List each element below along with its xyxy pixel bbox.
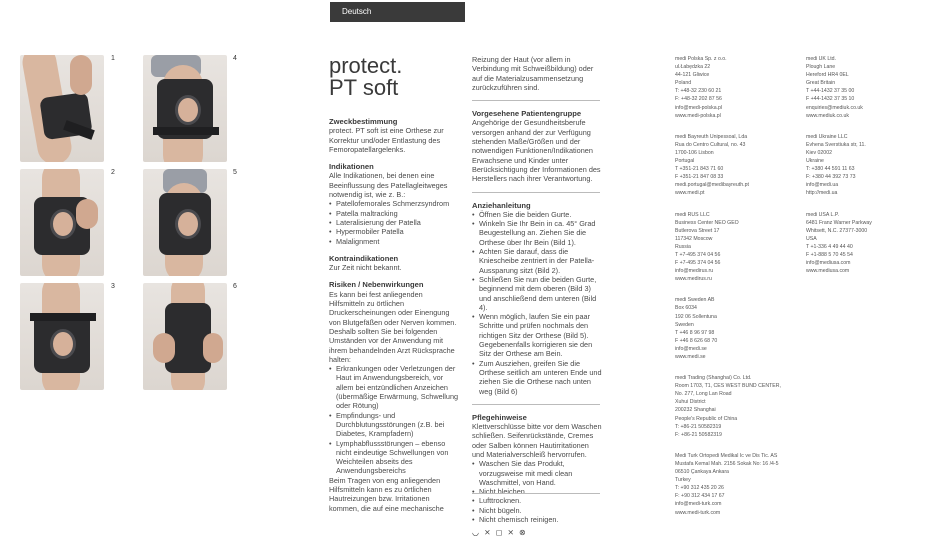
list-item: • Erkrankungen oder Verletzungen der Haut im Anwendungsbereich, vor allem bei entzündlichen Anzeichen (übermäßige Erwärmung, Schwellung oder Rötung) bbox=[329, 364, 459, 410]
address-line: Turkey bbox=[675, 477, 691, 484]
address-line: 200232 Shanghai bbox=[675, 407, 716, 414]
address-line: Poland bbox=[675, 80, 692, 87]
figure-number-1: 1 bbox=[111, 55, 115, 62]
risks-list bbox=[329, 364, 459, 476]
indications-heading: Indikationen bbox=[329, 162, 374, 172]
address-block bbox=[675, 211, 795, 284]
language-tab: Deutsch bbox=[330, 2, 465, 22]
list-item: • Malalignment bbox=[329, 237, 459, 246]
addresses-right bbox=[806, 55, 926, 288]
divider bbox=[472, 192, 600, 193]
address-line: medi Trading (Shanghai) Co. Ltd. bbox=[675, 375, 752, 382]
care-list bbox=[472, 459, 602, 524]
address-line: medi RUS LLC bbox=[675, 211, 710, 218]
figure-number-3: 3 bbox=[111, 283, 115, 290]
no-dry-clean-icon: ⊗ bbox=[519, 528, 526, 538]
address-line: 192 06 Sollentuna bbox=[675, 313, 717, 320]
list-item: • Patella maltracking bbox=[329, 209, 459, 218]
address-line: F +7-495 374 04 56 bbox=[675, 260, 721, 267]
address-line: medi Ukraine LLC bbox=[806, 133, 848, 140]
address-block bbox=[675, 452, 795, 517]
contraindications-heading: Kontraindikationen bbox=[329, 253, 399, 263]
care-heading: Pflegehinweise bbox=[472, 412, 527, 422]
address-line: T: +90 312 435 20 26 bbox=[675, 485, 724, 492]
no-iron-icon: ⨯ bbox=[507, 528, 515, 538]
list-item: • Lufttrocknen. bbox=[472, 496, 602, 505]
risks-text: Es kann bei fest anliegenden Hilfsmitteln zu örtlichen Druckerscheinungen oder Einengung von Blutgefäßen oder Nerven kommen. Deshalb sollten Sie bei folgenden Umständen vor der Anwendung mit ihrem behandelnden Arzt Rücksprache halten: bbox=[329, 289, 457, 364]
address-line: http://medi.ua bbox=[806, 190, 838, 197]
address-line: Rua do Centro Cultural, no. 43 bbox=[675, 141, 746, 148]
address-line: F: +86-21 50582319 bbox=[675, 431, 722, 438]
address-line: 6481 Franz Warner Parkway bbox=[806, 219, 872, 226]
product-title: protect. PT soft bbox=[329, 53, 403, 100]
address-line: USA bbox=[806, 235, 817, 242]
address-block bbox=[675, 55, 795, 120]
list-item: • Nicht chemisch reinigen. bbox=[472, 515, 602, 524]
address-line: 1700-106 Lisbon bbox=[675, 149, 714, 156]
address-line: Russia bbox=[675, 243, 691, 250]
address-line: Evhena Sverstiuka str, 11. bbox=[806, 141, 866, 148]
figure-5-photo bbox=[143, 169, 227, 276]
list-item: • Nicht bleichen. bbox=[472, 487, 602, 496]
figure-number-4: 4 bbox=[233, 55, 237, 62]
address-line: F +351-21 847 08 33 bbox=[675, 174, 724, 181]
address-line: Sweden bbox=[675, 321, 694, 328]
divider bbox=[472, 493, 600, 494]
address-line: Box 6034 bbox=[675, 305, 697, 312]
risks-text-2: Beim Tragen von eng anliegenden Hilfsmitteln kann es zu örtlichen Hautreizungen bzw. Irritationen kommen, die auf eine mechanische bbox=[329, 475, 444, 513]
address-line: www.medi-polska.pl bbox=[675, 112, 721, 119]
no-bleach-icon: ⨯ bbox=[483, 528, 491, 538]
address-line: medi.portugal@medibayreuth.pt bbox=[675, 182, 749, 189]
address-line: T +7-495 374 04 56 bbox=[675, 251, 721, 258]
address-line: info@medi.se bbox=[675, 345, 707, 352]
list-item: • Nicht bügeln. bbox=[472, 506, 602, 515]
address-line: ul.Łabędzka 22 bbox=[675, 64, 711, 71]
address-line: medi Polska Sp. z o.o. bbox=[675, 56, 727, 62]
address-line: T +1-336 4 49 44 40 bbox=[806, 243, 853, 250]
figure-1-photo bbox=[20, 55, 104, 162]
address-line: Medi Turk Ortopedi Medikal Ic ve Dis Tic. AS bbox=[675, 452, 778, 459]
address-line: Hereford HR4 0EL bbox=[806, 72, 849, 79]
instructions-heading: Anziehanleitung bbox=[472, 200, 531, 210]
address-line: www.medi-turk.com bbox=[675, 509, 721, 516]
figure-number-5: 5 bbox=[233, 169, 237, 176]
figure-number-2: 2 bbox=[111, 169, 115, 176]
address-line: Plough Lane bbox=[806, 64, 836, 71]
address-line: Butlerova Street 17 bbox=[675, 227, 720, 234]
figure-4-photo bbox=[143, 55, 227, 162]
care-symbols bbox=[472, 528, 602, 537]
address-line: enquiries@mediuk.co.uk bbox=[806, 104, 863, 111]
risks-heading: Risiken / Nebenwirkungen bbox=[329, 280, 424, 290]
address-line: 44-121 Gliwice bbox=[675, 72, 710, 79]
address-line: Whitsett, N.C. 27377-3000 bbox=[806, 227, 868, 234]
list-item: • Wenn möglich, laufen Sie ein paar Schritte und prüfen nochmals den richtigen Sitz der Orthese (Bild 5). Gegebenenfalls korrigieren sie den Sitz der Orthese am Bein. bbox=[472, 312, 602, 358]
address-line: info@mediusa.com bbox=[806, 260, 851, 267]
address-line: medi Sweden AB bbox=[675, 297, 715, 304]
address-line: Great Britain bbox=[806, 80, 836, 87]
list-item: • Patellofemorales Schmerzsyndrom bbox=[329, 199, 459, 208]
column-2 bbox=[472, 55, 602, 538]
address-block bbox=[806, 133, 926, 198]
address-line: www.mediusa.com bbox=[806, 268, 850, 275]
address-line: info@medirus.ru bbox=[675, 268, 714, 275]
address-line: T: +380 44 591 11 63 bbox=[806, 166, 855, 173]
column-1 bbox=[329, 55, 459, 521]
instructions-list bbox=[472, 210, 602, 396]
air-dry-icon: ◻ bbox=[495, 528, 503, 538]
list-item: • Empfindungs- und Durchblutungsstörungen (z.B. bei Diabetes, Krampfadern) bbox=[329, 411, 459, 439]
care-text: Klettverschlüsse bitte vor dem Waschen schließen. Seifenrückstände, Cremes oder Salben können Hautirritationen und Materialverschleiß hervorrufen. bbox=[472, 422, 602, 459]
indications-text: Alle Indikationen, bei denen eine Beeinflussung des Patellagleitweges notwendig ist, wie z. B.: bbox=[329, 171, 448, 200]
divider bbox=[472, 404, 600, 405]
risks-continued-text: Reizung der Haut (vor allem in Verbindung mit Schweißbildung) oder auf die Materialzusammensetzung zurückzuführen sind. bbox=[472, 55, 594, 92]
handwash-icon: ◡ bbox=[472, 528, 479, 538]
address-line: medi USA L.P. bbox=[806, 211, 840, 218]
address-line: info@medi-polska.pl bbox=[675, 104, 723, 111]
address-line: Room 1703, T1, CES WEST BUND CENTER, bbox=[675, 383, 781, 390]
address-block bbox=[675, 133, 795, 198]
address-block bbox=[675, 374, 795, 439]
address-line: F +44-1432 37 35 10 bbox=[806, 96, 855, 103]
addresses-left bbox=[675, 55, 795, 530]
address-line: info@medi.ua bbox=[806, 182, 839, 189]
address-line: Business Center NEO GEO bbox=[675, 219, 739, 226]
address-line: T +351-21 843 71 60 bbox=[675, 166, 724, 173]
address-line: medi UK Ltd. bbox=[806, 56, 836, 62]
address-line: 117342 Moscow bbox=[675, 235, 713, 242]
list-item: • Hypermobiler Patella bbox=[329, 227, 459, 236]
address-line: 06510 Çankaya Ankara bbox=[675, 469, 729, 476]
purpose-text: protect. PT soft ist eine Orthese zur Korrektur und/oder Entlastung des Femoropatellargelenks. bbox=[329, 126, 444, 154]
address-block bbox=[675, 296, 795, 361]
address-line: Xuhui District bbox=[675, 399, 706, 406]
figure-3-photo bbox=[20, 283, 104, 390]
address-block bbox=[806, 55, 926, 120]
figure-2-photo bbox=[20, 169, 104, 276]
address-line: medi Bayreuth Unipessoal, Lda bbox=[675, 133, 748, 140]
figure-6-photo bbox=[143, 283, 227, 390]
address-line: Ukraine bbox=[806, 158, 824, 165]
address-block bbox=[806, 211, 926, 276]
address-line: Kiev 02002 bbox=[806, 149, 832, 156]
address-line: People's Republic of China bbox=[675, 415, 738, 422]
list-item: • Zum Ausziehen, greifen Sie die Orthese seitlich am unteren Ende und ziehen Sie die Orthese nach unten weg (Bild 6) bbox=[472, 359, 602, 396]
list-item: • Waschen Sie das Produkt, vorzugsweise mit medi clean Waschmittel, von Hand. bbox=[472, 459, 602, 487]
patient-group-heading: Vorgesehene Patientengruppe bbox=[472, 109, 582, 119]
list-item: • Lateralisierung der Patella bbox=[329, 218, 459, 227]
address-line: F: +90 312 434 17 67 bbox=[675, 493, 725, 500]
list-item: • Winkeln Sie Ihr Bein in ca. 45° Grad Beugestellung an. Ziehen Sie die Orthese über Ihr Bein (Bild 1). bbox=[472, 219, 602, 247]
address-line: www.medirus.ru bbox=[675, 276, 712, 283]
list-item: • Schließen Sie nun die beiden Gurte, beginnend mit dem oberen (Bild 3) und anschließend dem unteren (Bild 4). bbox=[472, 275, 602, 312]
address-line: Mustafa Kemal Mah. 2156 Sokak No: 16 /4-5 bbox=[675, 460, 779, 467]
list-item: • Lymphabflussstörungen – ebenso nicht eindeutige Schwellungen von Weichteilen abseits des Anwendungsbereichs bbox=[329, 439, 459, 476]
address-line: info@medi-turk.com bbox=[675, 501, 722, 508]
contraindications-text: Zur Zeit nicht bekannt. bbox=[329, 263, 402, 273]
address-line: Portugal bbox=[675, 158, 695, 165]
address-line: F +1-888 5 70 45 54 bbox=[806, 251, 853, 258]
figure-number-6: 6 bbox=[233, 283, 237, 290]
address-line: F: +48-32 202 87 56 bbox=[675, 96, 722, 103]
address-line: www.medi.se bbox=[675, 354, 706, 360]
address-line: F +46 8 626 68 70 bbox=[675, 337, 718, 344]
purpose-heading: Zweckbestimmung bbox=[329, 117, 398, 126]
address-line: www.medi.pt bbox=[675, 190, 705, 197]
address-line: No. 277, Long Lan Road bbox=[675, 391, 732, 398]
address-line: T: +48-32 230 60 21 bbox=[675, 88, 722, 95]
list-item: • Achten Sie darauf, dass die Kniescheibe zentriert in der Patella-Aussparung sitzt (Bild 2). bbox=[472, 247, 602, 275]
address-line: T +44-1432 37 35 00 bbox=[806, 88, 855, 95]
address-line: www.mediuk.co.uk bbox=[806, 112, 849, 119]
address-line: F: +380 44 392 73 73 bbox=[806, 174, 856, 181]
indications-list bbox=[329, 199, 459, 245]
patient-group-text: Angehörige der Gesundheitsberufe versorgen anhand der zur Verfügung stehenden Maße/Größen und der notwendigen Funktionen/Indikationen Erwachsene und Kinder unter Berücksichtigung der Informationen des Herstellers nach ihrer Verantwortung. bbox=[472, 118, 601, 184]
address-line: T +46 8 96 97 98 bbox=[675, 329, 715, 336]
divider bbox=[472, 100, 600, 101]
list-item: • Öffnen Sie die beiden Gurte. bbox=[472, 210, 602, 219]
address-line: T: +86-21 50582319 bbox=[675, 423, 722, 430]
